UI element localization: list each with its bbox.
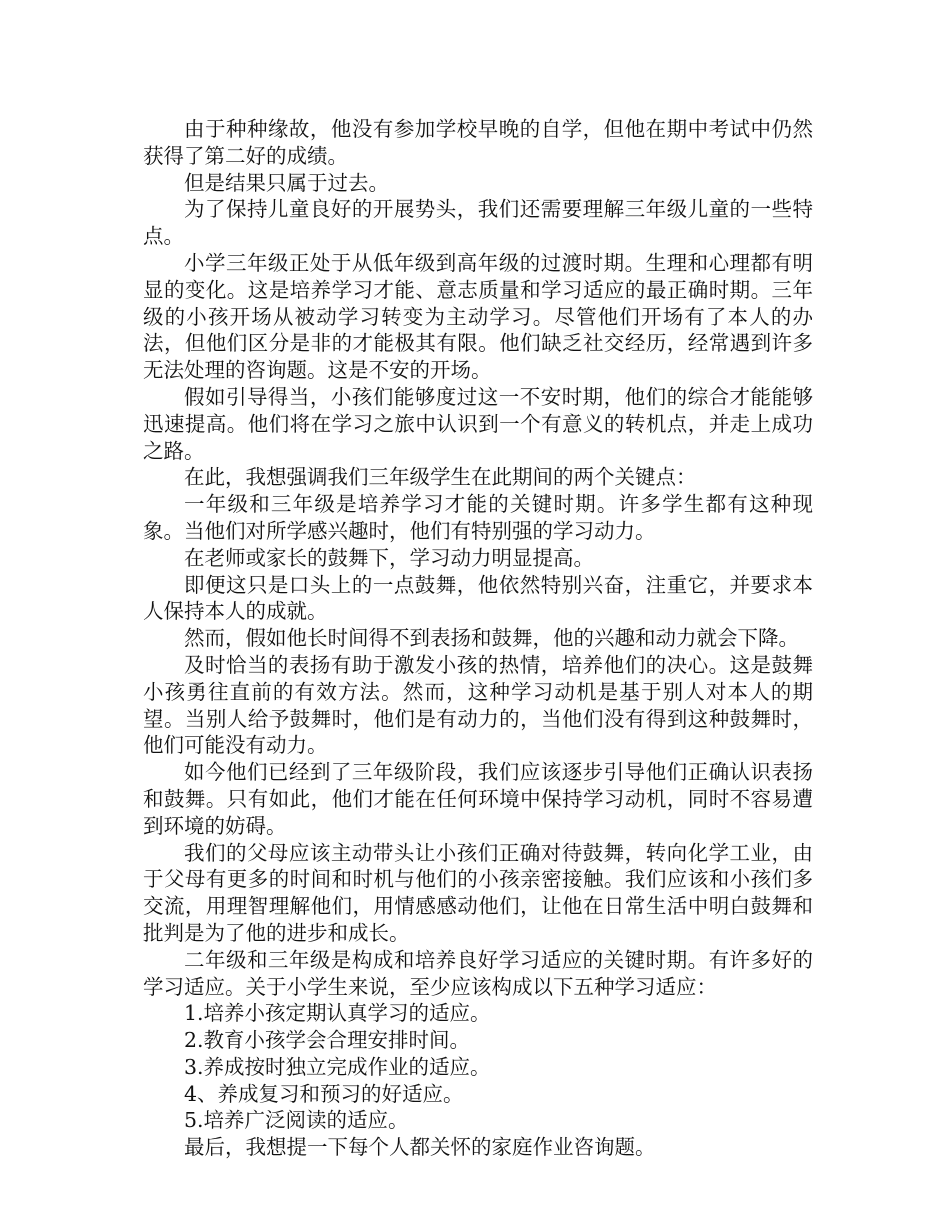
paragraph: 在老师或家长的鼓舞下，学习动力明显提高。 [184, 545, 594, 570]
list-item: 3.养成按时独立完成作业的适应。 [184, 1054, 491, 1079]
paragraph: 如今他们已经到了三年级阶段，我们应该逐步引导他们正确认识表扬和鼓舞。只有如此，他们才能在任何环境中保持学习动机，同时不容易遭到环境的妨碍。 [143, 760, 813, 838]
list-item: 2.教育小孩学会合理安排时间。 [184, 1028, 471, 1053]
list-item: 4、养成复习和预习的好适应。 [184, 1081, 464, 1106]
paragraph: 为了保持儿童良好的开展势头，我们还需要理解三年级儿童的一些特点。 [143, 197, 813, 249]
paragraph: 二年级和三年级是构成和培养良好学习适应的关键时期。有许多好的学习适应。关于小学生来说，至少应该构成以下五种学习适应： [143, 947, 813, 999]
paragraph: 小学三年级正处于从低年级到高年级的过渡时期。生理和心理都有明显的变化。这是培养学习才能、意志质量和学习适应的最正确时期。三年级的小孩开场从被动学习转变为主动学习。尽管他们开场有了本人的办法，但他们区分是非的才能极其有限。他们缺乏社交经历，经常遇到许多无法处理的咨询题。这是不安的开场。 [143, 250, 813, 383]
paragraph: 一年级和三年级是培养学习才能的关键时期。许多学生都有这种现象。当他们对所学感兴趣时，他们有特别强的学习动力。 [143, 492, 813, 543]
list-item: 5.培养广泛阅读的适应。 [184, 1108, 409, 1133]
list-item: 1.培养小孩定期认真学习的适应。 [184, 1001, 491, 1026]
paragraph: 在此，我想强调我们三年级学生在此期间的两个关键点： [184, 465, 697, 490]
paragraph: 及时恰当的表扬有助于激发小孩的热情，培养他们的决心。这是鼓舞小孩勇往直前的有效方法。然而，这种学习动机是基于别人对本人的期望。当别人给予鼓舞时，他们是有动力的，当他们没有得到这种鼓舞时，他们可能没有动力。 [143, 652, 813, 758]
paragraph: 但是结果只属于过去。 [184, 170, 389, 195]
paragraph: 我们的父母应该主动带头让小孩们正确对待鼓舞，转向化学工业，由于父母有更多的时间和时机与他们的小孩亲密接触。我们应该和小孩们多交流，用理智理解他们，用情感感动他们，让他在日常生活中明白鼓舞和批判是为了他的进步和成长。 [143, 840, 813, 945]
document-body [143, 116, 813, 1161]
paragraph: 由于种种缘故，他没有参加学校早晚的自学，但他在期中考试中仍然获得了第二好的成绩。 [143, 117, 813, 168]
paragraph: 即便这只是口头上的一点鼓舞，他依然特别兴奋，注重它，并要求本人保持本人的成就。 [143, 572, 813, 624]
paragraph: 最后，我想提一下每个人都关怀的家庭作业咨询题。 [184, 1135, 656, 1160]
paragraph: 假如引导得当，小孩们能够度过这一不安时期，他们的综合才能能够迅速提高。他们将在学习之旅中认识到一个有意义的转机点，并走上成功之路。 [143, 384, 813, 463]
paragraph: 然而，假如他长时间得不到表扬和鼓舞，他的兴趣和动力就会下降。 [184, 626, 799, 651]
